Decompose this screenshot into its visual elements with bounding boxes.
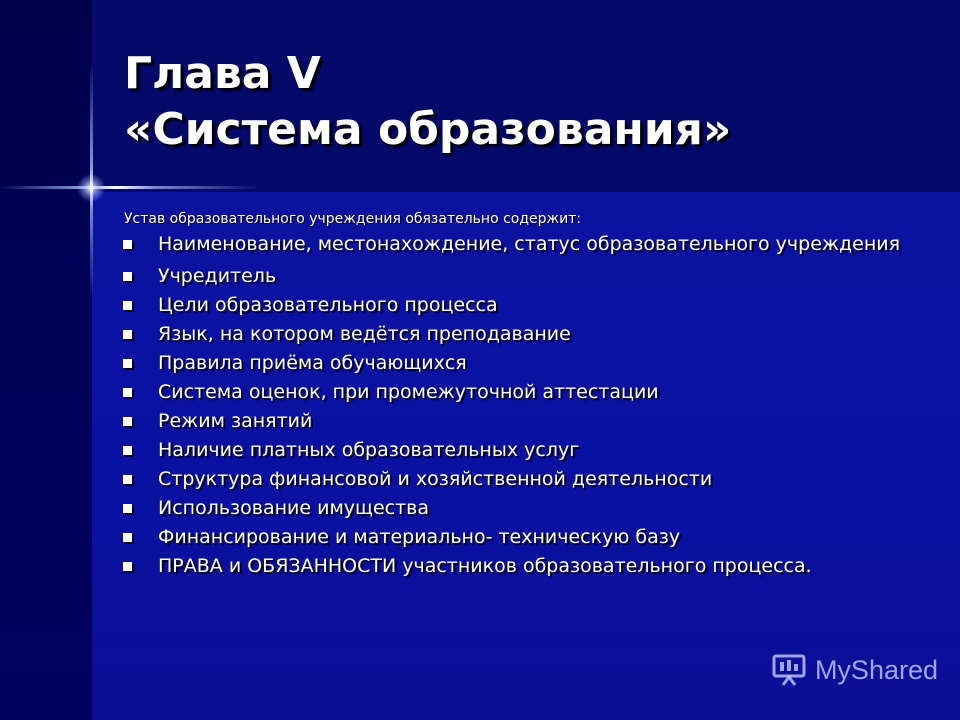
square-bullet-icon	[123, 446, 132, 455]
list-item	[122, 294, 922, 316]
square-bullet-icon	[123, 359, 132, 368]
slide-subtitle: Устав образовательного учреждения обязательно содержит:	[124, 211, 582, 227]
list-item-text: Язык, на котором ведётся преподавание	[158, 323, 571, 345]
list-item	[122, 555, 922, 577]
list-item-text: Использование имущества	[158, 497, 429, 519]
list-item-text: ПРАВА и ОБЯЗАННОСТИ участников образовательного процесса.	[158, 555, 812, 577]
square-bullet-icon	[123, 417, 132, 426]
light-flare-center	[76, 174, 106, 202]
list-item	[122, 323, 922, 345]
list-item-text: Финансирование и материально- техническую базу	[158, 526, 681, 548]
slide-title	[124, 46, 924, 158]
square-bullet-icon	[123, 240, 132, 249]
square-bullet-icon	[123, 330, 132, 339]
list-item-text: Правила приёма обучающихся	[158, 352, 467, 374]
list-item-text: Учредитель	[158, 265, 277, 287]
list-item	[122, 468, 922, 490]
presentation-screen-icon	[771, 652, 807, 688]
list-item	[122, 352, 922, 374]
square-bullet-icon	[123, 301, 132, 310]
list-item	[122, 439, 922, 461]
square-bullet-icon	[123, 504, 132, 513]
list-item	[122, 233, 922, 255]
list-item	[122, 526, 922, 548]
square-bullet-icon	[123, 475, 132, 484]
square-bullet-icon	[123, 388, 132, 397]
square-bullet-icon	[123, 533, 132, 542]
list-item-text: Режим занятий	[158, 410, 313, 432]
title-line-2: «Система образования»	[124, 104, 732, 155]
list-item	[122, 410, 922, 432]
watermark-text: MyShared	[814, 654, 938, 685]
list-item-text: Цели образовательного процесса	[158, 294, 498, 316]
watermark	[771, 652, 938, 688]
square-bullet-icon	[123, 562, 132, 571]
background-left-band	[0, 0, 92, 720]
list-item	[122, 497, 922, 519]
list-item	[122, 265, 922, 287]
bullet-list	[122, 233, 922, 584]
square-bullet-icon	[123, 272, 132, 281]
list-item-text: Наименование, местонахождение, статус образовательного учреждения	[158, 233, 901, 255]
light-flare-horizontal	[0, 186, 260, 189]
title-line-1: Глава V	[124, 48, 321, 99]
list-item-text: Наличие платных образовательных услуг	[158, 439, 580, 461]
list-item-text: Система оценок, при промежуточной аттестации	[158, 381, 659, 403]
list-item-text: Структура финансовой и хозяйственной деятельности	[158, 468, 713, 490]
list-item	[122, 381, 922, 403]
